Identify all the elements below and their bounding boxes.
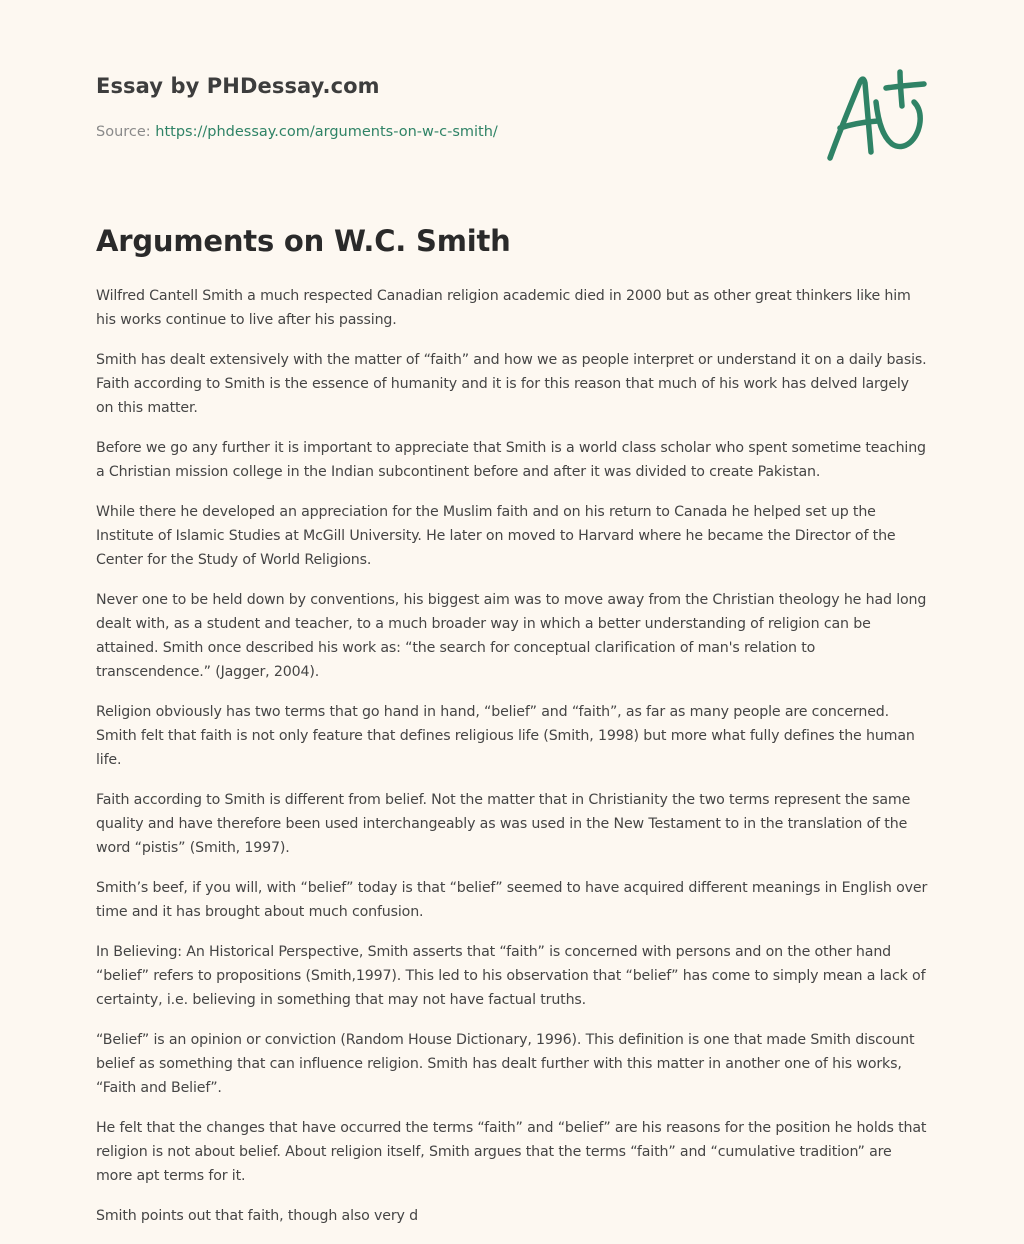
source-label: Source: <box>96 124 156 140</box>
essay-paragraph: In Believing: An Historical Perspective, Smith asserts that “faith” is concerned with persons and on the other hand “belief” refers to propositions (Smith,1997). This led to his observation that “belief” has come to simply mean a lack of certainty, i.e. believing in something that may not have factual truths. <box>96 944 926 1008</box>
essay-paragraph: Never one to be held down by conventions, his biggest aim was to move away from the Christian theology he had long dealt with, as a student and teacher, to a much broader way in which a better understanding of religion can be attained. Smith once described his work as: “the search for conceptual clarification of man's relation to transcendence.” (Jagger, 2004). <box>96 592 927 680</box>
a-plus-logo-icon <box>820 66 930 166</box>
essay-paragraph: He felt that the changes that have occurred the terms “faith” and “belief” are his reasons for the position he holds that religion is not about belief. About religion itself, Smith argues that the terms “faith” and “cumulative tradition” are more apt terms for it. <box>96 1120 927 1184</box>
source-line <box>96 124 498 140</box>
essay-paragraph: Smith points out that faith, though also very d <box>96 1208 418 1224</box>
essay-title: Arguments on W.C. Smith <box>96 224 511 258</box>
essay-paragraph: Smith’s beef, if you will, with “belief” today is that “belief” seemed to have acquired different meanings in English over time and it has brought about much confusion. <box>96 880 928 920</box>
essay-paragraph: “Belief” is an opinion or conviction (Random House Dictionary, 1996). This definition is one that made Smith discount belief as something that can influence religion. Smith has dealt further with this matter in another one of his works, “Faith and Belief”. <box>96 1032 915 1096</box>
essay-paragraph: Faith according to Smith is different from belief. Not the matter that in Christianity the two terms represent the same quality and have therefore been used interchangeably as was used in the New Testament to in the translation of the word “pistis” (Smith, 1997). <box>96 792 911 856</box>
site-title: Essay by PHDessay.com <box>96 74 380 98</box>
essay-paragraph: Wilfred Cantell Smith a much respected Canadian religion academic died in 2000 but as other great thinkers like him his works continue to live after his passing. <box>96 288 911 328</box>
essay-body <box>96 284 930 1244</box>
essay-paragraph: Before we go any further it is important to appreciate that Smith is a world class scholar who spent sometime teaching a Christian mission college in the Indian subcontinent before and after it was divided to create Pakistan. <box>96 440 926 480</box>
essay-paragraph: Religion obviously has two terms that go hand in hand, “belief” and “faith”, as far as many people are concerned. Smith felt that faith is not only feature that defines religious life (Smith, 1998) but more what fully defines the human life. <box>96 704 915 768</box>
essay-paragraph: Smith has dealt extensively with the matter of “faith” and how we as people interpret or understand it on a daily basis. Faith according to Smith is the essence of humanity and it is for this reason that much of his work has delved largely on this matter. <box>96 352 927 416</box>
source-link[interactable]: https://phdessay.com/arguments-on-w-c-smith/ <box>155 124 498 140</box>
essay-paragraph: While there he developed an appreciation for the Muslim faith and on his return to Canada he helped set up the Institute of Islamic Studies at McGill University. He later on moved to Harvard where he became the Director of the Center for the Study of World Religions. <box>96 504 896 568</box>
